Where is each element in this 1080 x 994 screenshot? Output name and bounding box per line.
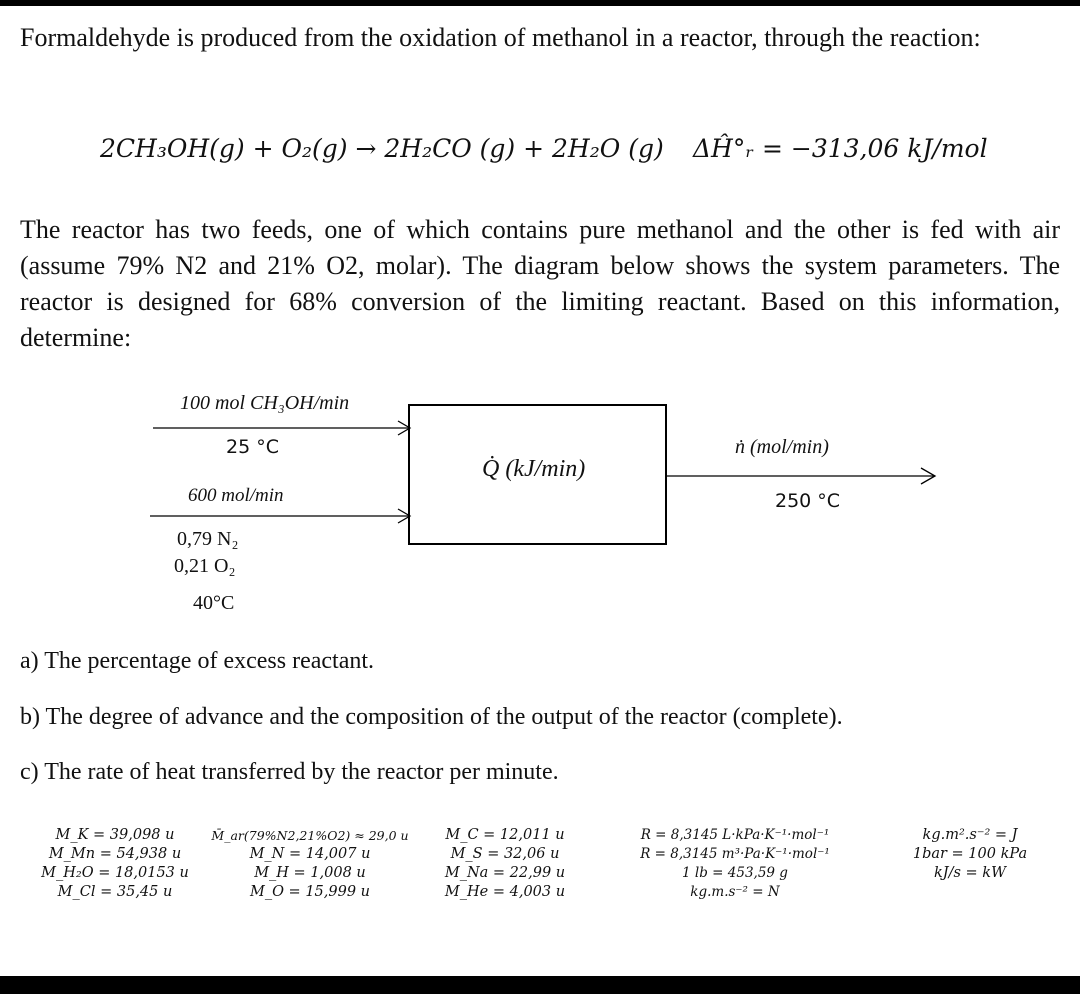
constant: 1bar = 100 kPa	[912, 846, 1028, 862]
constant: R = 8,3145 L·kPa·K⁻¹·mol⁻¹	[640, 827, 830, 843]
output-flow: ṅ (mol/min)	[735, 436, 829, 458]
constant: R = 8,3145 m³·Pa·K⁻¹·mol⁻¹	[640, 846, 830, 862]
output-temp: 250 °C	[775, 490, 841, 512]
constant: M_He = 4,003 u	[444, 884, 566, 900]
constant: M_S = 32,06 u	[450, 846, 560, 862]
reactor-diagram	[0, 380, 1080, 630]
feed2-o2: 0,21 O₂	[174, 555, 236, 577]
constant: M̄_ar(79%N2,21%O2) ≈ 29,0 u	[211, 828, 409, 843]
constant: kJ/s = kW	[934, 865, 1006, 881]
feed1-flow: 100 mol CH₃OH/min	[180, 392, 350, 414]
constant: kg.m.s⁻² = N	[690, 884, 780, 900]
constant: M_C = 12,011 u	[445, 827, 565, 843]
question-a: a) The percentage of excess reactant.	[20, 648, 375, 674]
constant: M_Cl = 35,45 u	[57, 884, 173, 900]
constant: kg.m².s⁻² = J	[922, 827, 1018, 843]
constants-col-4	[605, 826, 865, 902]
description-paragraph: The reactor has two feeds, one of which contains pure methanol and the other is fed with air (assume 79% N2 and 21% O2, molar). The diagram below shows the system parameters. The reactor is designed for 68% conversion of the limiting reactant. Based on this information, determine:	[20, 215, 1060, 352]
constant: M_O = 15,999 u	[249, 884, 371, 900]
constants-col-3	[440, 826, 570, 902]
bottom-border	[0, 976, 1080, 994]
reaction-equation: 2CH₃OH(g) + O₂(g) → 2H₂CO (g) + 2H₂O (g)	[100, 134, 664, 163]
feed2-n2: 0,79 N₂	[177, 528, 239, 550]
feed2-temp: 40°C	[193, 592, 235, 614]
question-b: b) The degree of advance and the composition of the output of the reactor (complete).	[20, 704, 843, 730]
constant: M_N = 14,007 u	[249, 846, 371, 862]
constants-col-2	[205, 826, 415, 902]
feed2-flow: 600 mol/min	[188, 485, 284, 506]
constant: M_Mn = 54,938 u	[48, 846, 182, 862]
top-border	[0, 0, 1080, 6]
constant: M_H = 1,008 u	[254, 865, 366, 881]
constant: 1 lb = 453,59 g	[682, 865, 788, 881]
constant: M_K = 39,098 u	[55, 827, 175, 843]
intro-paragraph: Formaldehyde is produced from the oxidation of methanol in a reactor, through the reaction:	[20, 23, 981, 52]
heat-label: Q̇ (kJ/min)	[482, 456, 586, 482]
constants-col-5	[895, 826, 1045, 883]
feed1-temp: 25 °C	[226, 436, 279, 458]
constant: M_Na = 22,99 u	[444, 865, 566, 881]
constant: M_H₂O = 18,0153 u	[41, 865, 189, 881]
reaction-enthalpy: ΔĤ°ᵣ = −313,06 kJ/mol	[693, 134, 988, 163]
constants-col-1	[40, 826, 190, 902]
question-c: c) The rate of heat transferred by the reactor per minute.	[20, 759, 559, 785]
